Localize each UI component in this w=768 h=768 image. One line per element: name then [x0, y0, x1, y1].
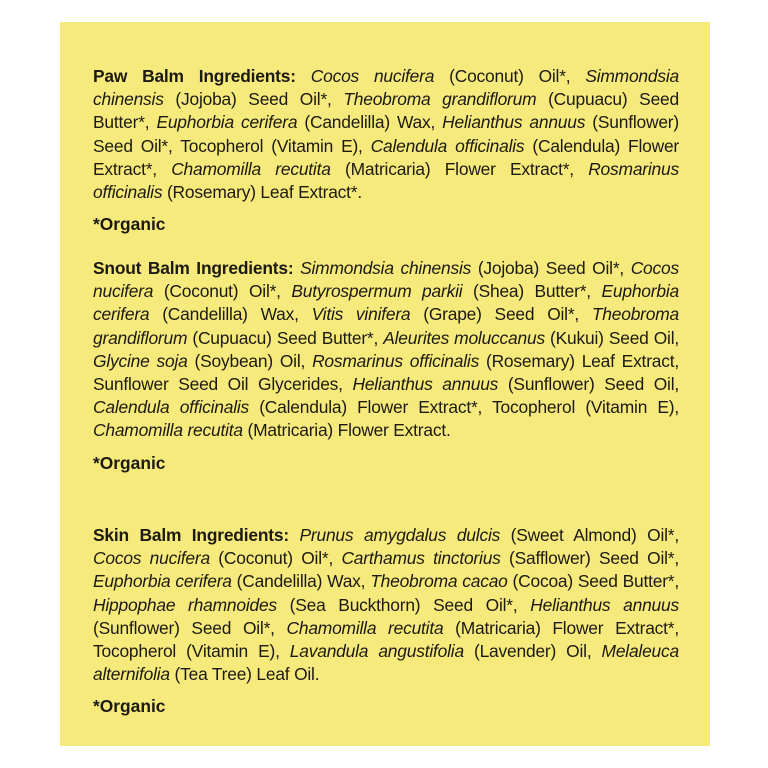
botanical-name: Rosmarinus officinalis: [93, 158, 679, 203]
botanical-name: Cocos nucifera: [93, 258, 679, 302]
botanical-name: Rosmarinus officinalis: [312, 350, 480, 371]
ingredient-text: (Matricaria) Flower Extract.: [242, 420, 451, 441]
ingredient-text: (Coconut) Oil*,: [153, 281, 292, 302]
botanical-name: Hippophae rhamnoides: [93, 594, 277, 615]
botanical-name: Simmondsia chinensis: [93, 66, 680, 110]
botanical-name: Glycine soja: [93, 350, 188, 371]
paw-balm-section: [93, 65, 679, 235]
ingredients-paragraph: [93, 65, 679, 204]
botanical-name: Euphorbia cerifera: [93, 571, 232, 592]
ingredient-text: (Shea) Butter*,: [462, 281, 602, 302]
ingredient-text: (Soybean) Oil,: [187, 350, 313, 371]
botanical-name: Theobroma cacao: [370, 571, 508, 592]
ingredient-text: (Candelilla) Wax,: [231, 571, 371, 592]
organic-note: *Organic: [93, 696, 166, 717]
botanical-name: Simmondsia chinensis: [300, 258, 472, 278]
ingredient-text: (Sunflower) Seed Oil*,: [93, 617, 287, 638]
botanical-name: Theobroma grandiflorum: [93, 304, 680, 348]
botanical-name: Carthamus tinctorius: [341, 548, 501, 569]
ingredient-text: (Sunflower) Seed Oil*, Tocopherol (Vitamin E),: [93, 112, 679, 156]
botanical-name: Theobroma grandiflorum: [343, 89, 537, 110]
botanical-name: Calendula officinalis: [93, 397, 250, 418]
botanical-name: Aleurites moluccanus: [383, 327, 545, 348]
botanical-name: Euphorbia cerifera: [156, 112, 298, 133]
ingredients-paragraph: [93, 524, 679, 686]
ingredient-text: (Candelilla) Wax,: [297, 112, 443, 133]
ingredient-text: (Matricaria) Flower Extract*, Tocopherol (Vitamin E),: [93, 617, 679, 662]
botanical-name: Helianthus annuus: [352, 374, 499, 395]
botanical-name: Lavandula angustifolia: [289, 641, 464, 662]
ingredient-text: (Cupuacu) Seed Butter*,: [187, 327, 384, 348]
botanical-name: Chamomilla recutita: [171, 158, 331, 179]
botanical-name: Helianthus annuus: [530, 594, 679, 615]
ingredient-text: (Tea Tree) Leaf Oil.: [169, 664, 320, 685]
botanical-name: Chamomilla recutita: [93, 420, 243, 441]
ingredients-paragraph: [93, 257, 679, 443]
ingredient-text: (Sea Buckthorn) Seed Oil*,: [276, 594, 531, 615]
ingredient-text: (Sweet Almond) Oil*,: [500, 525, 679, 545]
botanical-name: Prunus amygdalus dulcis: [299, 525, 501, 545]
botanical-name: Cocos nucifera: [310, 66, 435, 86]
ingredient-text: (Lavender) Oil,: [463, 641, 602, 662]
ingredient-text: (Jojoba) Seed Oil*,: [471, 258, 631, 278]
ingredient-text: (Rosemary) Leaf Extract*.: [162, 182, 363, 203]
skin-balm-section: [93, 524, 679, 717]
botanical-name: Butyrospermum parkii: [291, 281, 463, 302]
botanical-name: Chamomilla recutita: [286, 617, 444, 638]
ingredient-text: (Jojoba) Seed Oil*,: [163, 89, 344, 110]
botanical-name: Vitis vinifera: [311, 304, 411, 325]
label-panel: [60, 22, 710, 746]
ingredient-text: (Calendula) Flower Extract*,: [93, 135, 680, 179]
ingredient-text: (Cocoa) Seed Butter*,: [507, 571, 679, 592]
ingredient-text: (Coconut) Oil*,: [209, 548, 342, 569]
ingredient-text: (Cupuacu) Seed Butter*,: [93, 89, 679, 133]
snout-balm-section: [93, 257, 679, 474]
organic-note: *Organic: [93, 214, 166, 235]
botanical-name: Helianthus annuus: [442, 112, 586, 133]
ingredient-text: (Matricaria) Flower Extract*,: [330, 158, 589, 179]
ingredient-text: (Grape) Seed Oil*,: [410, 304, 592, 325]
botanical-name: Euphorbia cerifera: [93, 281, 679, 325]
ingredient-text: (Safflower) Seed Oil*,: [500, 548, 679, 569]
botanical-name: Cocos nucifera: [93, 548, 210, 569]
botanical-name: Calendula officinalis: [370, 135, 525, 156]
ingredient-text: (Candelilla) Wax,: [149, 304, 312, 325]
ingredient-text: (Kukui) Seed Oil,: [544, 327, 680, 348]
botanical-name: Melaleuca alternifolia: [93, 641, 679, 685]
organic-note: *Organic: [93, 452, 166, 473]
section-heading: Paw Balm Ingredients:: [93, 66, 296, 86]
section-heading: Snout Balm Ingredients:: [93, 258, 294, 278]
ingredient-text: (Calendula) Flower Extract*, Tocopherol (Vitamin E),: [249, 397, 679, 418]
ingredient-text: (Coconut) Oil*,: [434, 66, 586, 86]
ingredient-text: (Sunflower) Seed Oil,: [498, 374, 679, 395]
ingredient-text: (Rosemary) Leaf Extract, Sunflower Seed Oil Glycerides,: [93, 350, 680, 395]
section-heading: Skin Balm Ingredients:: [93, 525, 289, 545]
